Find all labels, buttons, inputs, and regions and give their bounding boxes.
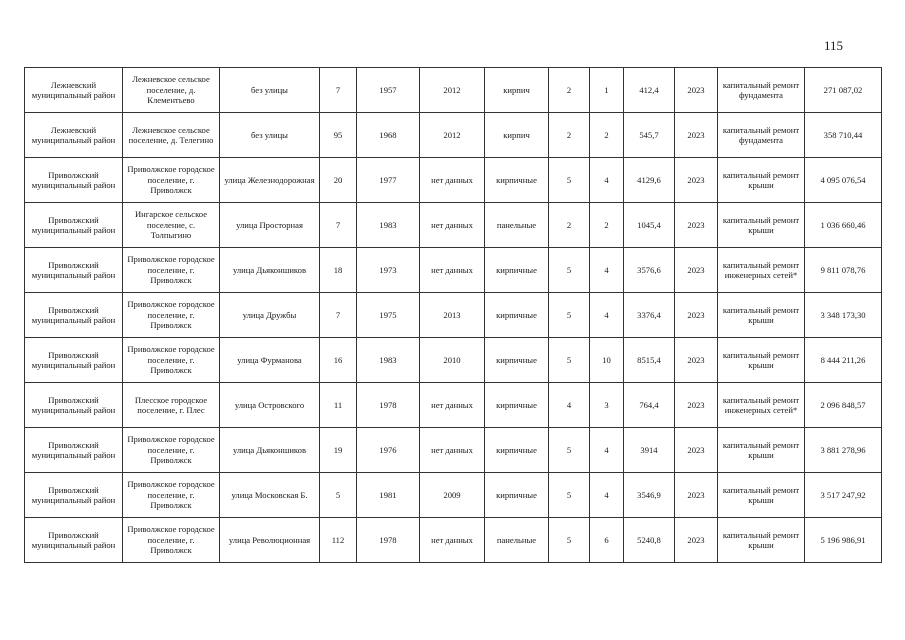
entrances-cell: 4 (590, 248, 624, 293)
wall-material-cell: кирпичные (485, 248, 549, 293)
work-type-cell: капитальный ремонт крыши (718, 473, 805, 518)
table-row (25, 473, 882, 518)
wall-material-cell: кирпич (485, 113, 549, 158)
house-number-cell: 19 (320, 428, 357, 473)
table-body (25, 68, 882, 563)
floors-cell: 5 (549, 158, 590, 203)
last-repair-year-cell: нет данных (420, 428, 485, 473)
last-repair-year-cell: нет данных (420, 248, 485, 293)
district-cell: Приволжский муниципальный район (25, 383, 123, 428)
work-type-cell: капитальный ремонт крыши (718, 428, 805, 473)
settlement-cell: Приволжское городское поселение, г. Приволжск (123, 428, 220, 473)
settlement-cell: Лежневское сельское поселение, д. Телегино (123, 113, 220, 158)
last-repair-year-cell: нет данных (420, 158, 485, 203)
district-cell: Лежневский муниципальный район (25, 68, 123, 113)
year-built-cell: 1975 (357, 293, 420, 338)
plan-year-cell: 2023 (675, 473, 718, 518)
table-row (25, 428, 882, 473)
settlement-cell: Приволжское городское поселение, г. Приволжск (123, 293, 220, 338)
cost-cell: 358 710,44 (805, 113, 882, 158)
district-cell: Приволжский муниципальный район (25, 518, 123, 563)
district-cell: Лежневский муниципальный район (25, 113, 123, 158)
plan-year-cell: 2023 (675, 113, 718, 158)
year-built-cell: 1983 (357, 338, 420, 383)
repair-program-table (24, 67, 882, 563)
table-row (25, 68, 882, 113)
work-type-cell: капитальный ремонт фундамента (718, 113, 805, 158)
entrances-cell: 2 (590, 113, 624, 158)
table-row (25, 158, 882, 203)
plan-year-cell: 2023 (675, 293, 718, 338)
floors-cell: 2 (549, 113, 590, 158)
table-row (25, 338, 882, 383)
last-repair-year-cell: нет данных (420, 203, 485, 248)
house-number-cell: 16 (320, 338, 357, 383)
work-type-cell: капитальный ремонт крыши (718, 518, 805, 563)
cost-cell: 9 811 078,76 (805, 248, 882, 293)
area-cell: 764,4 (624, 383, 675, 428)
house-number-cell: 7 (320, 203, 357, 248)
street-cell: улица Фурманова (220, 338, 320, 383)
street-cell: улица Дружбы (220, 293, 320, 338)
wall-material-cell: кирпичные (485, 293, 549, 338)
entrances-cell: 4 (590, 158, 624, 203)
last-repair-year-cell: 2010 (420, 338, 485, 383)
area-cell: 8515,4 (624, 338, 675, 383)
area-cell: 3914 (624, 428, 675, 473)
area-cell: 412,4 (624, 68, 675, 113)
plan-year-cell: 2023 (675, 338, 718, 383)
year-built-cell: 1957 (357, 68, 420, 113)
area-cell: 545,7 (624, 113, 675, 158)
floors-cell: 5 (549, 293, 590, 338)
year-built-cell: 1981 (357, 473, 420, 518)
wall-material-cell: панельные (485, 203, 549, 248)
cost-cell: 5 196 986,91 (805, 518, 882, 563)
page-number: 115 (824, 38, 844, 53)
street-cell: улица Просторная (220, 203, 320, 248)
table-row (25, 383, 882, 428)
street-cell: улица Московская Б. (220, 473, 320, 518)
house-number-cell: 112 (320, 518, 357, 563)
work-type-cell: капитальный ремонт крыши (718, 203, 805, 248)
area-cell: 4129,6 (624, 158, 675, 203)
cost-cell: 271 087,02 (805, 68, 882, 113)
plan-year-cell: 2023 (675, 158, 718, 203)
house-number-cell: 20 (320, 158, 357, 203)
entrances-cell: 4 (590, 293, 624, 338)
street-cell: без улицы (220, 68, 320, 113)
cost-cell: 8 444 211,26 (805, 338, 882, 383)
floors-cell: 4 (549, 383, 590, 428)
district-cell: Приволжский муниципальный район (25, 158, 123, 203)
area-cell: 5240,8 (624, 518, 675, 563)
year-built-cell: 1968 (357, 113, 420, 158)
plan-year-cell: 2023 (675, 68, 718, 113)
wall-material-cell: панельные (485, 518, 549, 563)
last-repair-year-cell: нет данных (420, 518, 485, 563)
work-type-cell: капитальный ремонт инженерных сетей* (718, 383, 805, 428)
plan-year-cell: 2023 (675, 428, 718, 473)
entrances-cell: 4 (590, 473, 624, 518)
work-type-cell: капитальный ремонт фундамента (718, 68, 805, 113)
year-built-cell: 1983 (357, 203, 420, 248)
floors-cell: 5 (549, 248, 590, 293)
table-row (25, 113, 882, 158)
settlement-cell: Приволжское городское поселение, г. Приволжск (123, 518, 220, 563)
wall-material-cell: кирпичные (485, 383, 549, 428)
cost-cell: 1 036 660,46 (805, 203, 882, 248)
table-row (25, 248, 882, 293)
area-cell: 3576,6 (624, 248, 675, 293)
cost-cell: 3 348 173,30 (805, 293, 882, 338)
house-number-cell: 11 (320, 383, 357, 428)
entrances-cell: 10 (590, 338, 624, 383)
district-cell: Приволжский муниципальный район (25, 248, 123, 293)
area-cell: 1045,4 (624, 203, 675, 248)
wall-material-cell: кирпичные (485, 338, 549, 383)
cost-cell: 3 881 278,96 (805, 428, 882, 473)
floors-cell: 2 (549, 68, 590, 113)
work-type-cell: капитальный ремонт крыши (718, 338, 805, 383)
table-row (25, 518, 882, 563)
district-cell: Приволжский муниципальный район (25, 203, 123, 248)
street-cell: улица Железнодорожная (220, 158, 320, 203)
last-repair-year-cell: нет данных (420, 383, 485, 428)
settlement-cell: Лежневское сельское поселение, д. Клементьево (123, 68, 220, 113)
street-cell: улица Революционная (220, 518, 320, 563)
wall-material-cell: кирпичные (485, 428, 549, 473)
floors-cell: 5 (549, 338, 590, 383)
house-number-cell: 7 (320, 68, 357, 113)
cost-cell: 4 095 076,54 (805, 158, 882, 203)
district-cell: Приволжский муниципальный район (25, 428, 123, 473)
settlement-cell: Приволжское городское поселение, г. Приволжск (123, 473, 220, 518)
district-cell: Приволжский муниципальный район (25, 338, 123, 383)
wall-material-cell: кирпичные (485, 158, 549, 203)
street-cell: улица Островского (220, 383, 320, 428)
cost-cell: 2 096 848,57 (805, 383, 882, 428)
district-cell: Приволжский муниципальный район (25, 473, 123, 518)
year-built-cell: 1978 (357, 518, 420, 563)
wall-material-cell: кирпичные (485, 473, 549, 518)
settlement-cell: Приволжское городское поселение, г. Приволжск (123, 158, 220, 203)
house-number-cell: 18 (320, 248, 357, 293)
street-cell: без улицы (220, 113, 320, 158)
settlement-cell: Приволжское городское поселение, г. Приволжск (123, 338, 220, 383)
work-type-cell: капитальный ремонт крыши (718, 293, 805, 338)
floors-cell: 2 (549, 203, 590, 248)
year-built-cell: 1978 (357, 383, 420, 428)
entrances-cell: 1 (590, 68, 624, 113)
last-repair-year-cell: 2013 (420, 293, 485, 338)
floors-cell: 5 (549, 473, 590, 518)
entrances-cell: 2 (590, 203, 624, 248)
work-type-cell: капитальный ремонт крыши (718, 158, 805, 203)
settlement-cell: Приволжское городское поселение, г. Приволжск (123, 248, 220, 293)
house-number-cell: 95 (320, 113, 357, 158)
plan-year-cell: 2023 (675, 383, 718, 428)
floors-cell: 5 (549, 428, 590, 473)
settlement-cell: Ингарское сельское поселение, с. Толпыгино (123, 203, 220, 248)
cost-cell: 3 517 247,92 (805, 473, 882, 518)
plan-year-cell: 2023 (675, 518, 718, 563)
plan-year-cell: 2023 (675, 203, 718, 248)
floors-cell: 5 (549, 518, 590, 563)
house-number-cell: 5 (320, 473, 357, 518)
area-cell: 3376,4 (624, 293, 675, 338)
plan-year-cell: 2023 (675, 248, 718, 293)
entrances-cell: 6 (590, 518, 624, 563)
settlement-cell: Плесское городское поселение, г. Плес (123, 383, 220, 428)
work-type-cell: капитальный ремонт инженерных сетей* (718, 248, 805, 293)
table-row (25, 203, 882, 248)
year-built-cell: 1977 (357, 158, 420, 203)
entrances-cell: 4 (590, 428, 624, 473)
last-repair-year-cell: 2012 (420, 113, 485, 158)
year-built-cell: 1976 (357, 428, 420, 473)
table-row (25, 293, 882, 338)
entrances-cell: 3 (590, 383, 624, 428)
year-built-cell: 1973 (357, 248, 420, 293)
last-repair-year-cell: 2009 (420, 473, 485, 518)
street-cell: улица Дьяконшиков (220, 428, 320, 473)
wall-material-cell: кирпич (485, 68, 549, 113)
last-repair-year-cell: 2012 (420, 68, 485, 113)
street-cell: улица Дьяконшиков (220, 248, 320, 293)
district-cell: Приволжский муниципальный район (25, 293, 123, 338)
area-cell: 3546,9 (624, 473, 675, 518)
house-number-cell: 7 (320, 293, 357, 338)
